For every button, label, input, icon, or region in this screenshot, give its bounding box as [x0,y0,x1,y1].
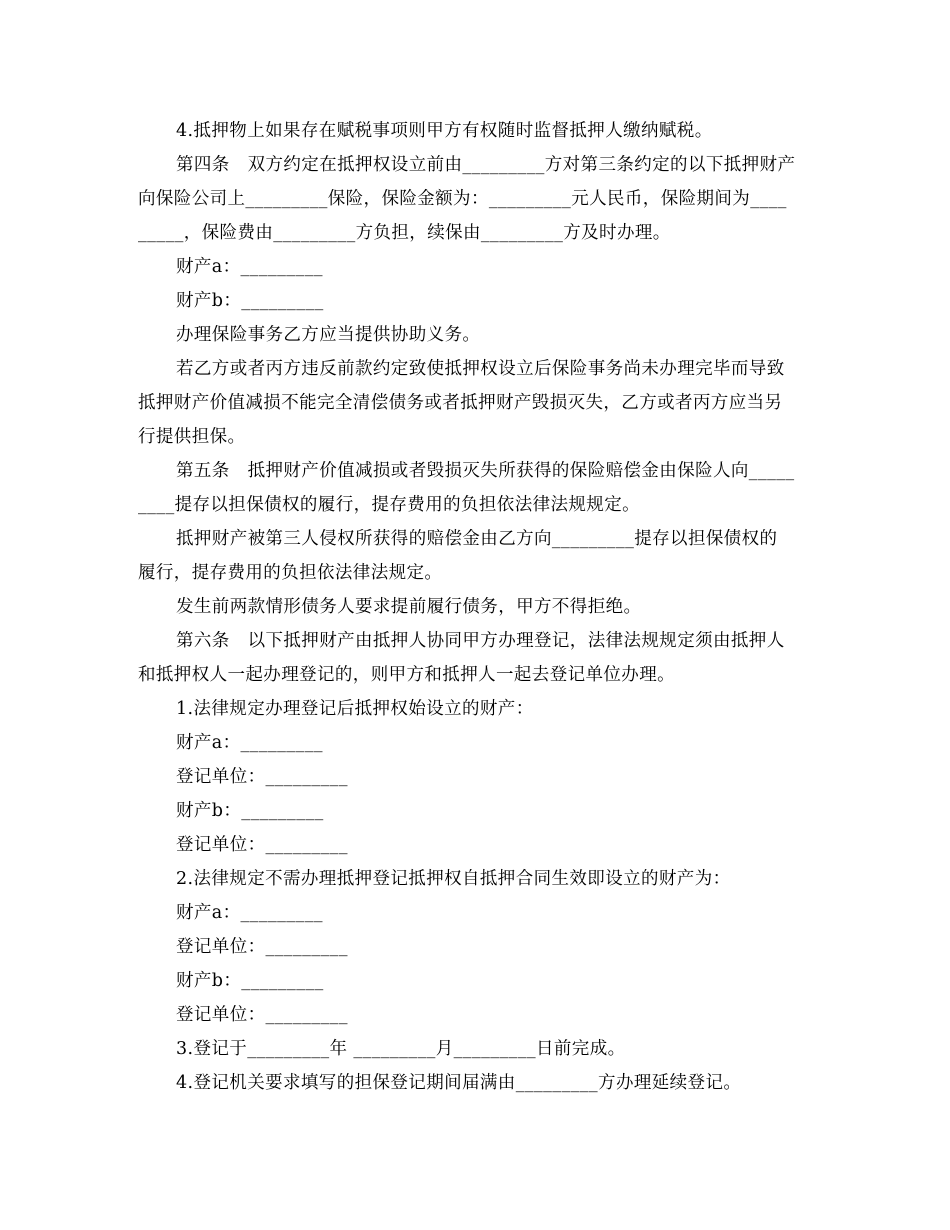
breach-paragraph-line-1: 若乙方或者丙方违反前款约定致使抵押权设立后保险事务尚未办理完毕而导致 [176,359,785,379]
item-2-property-a-field: 财产a：_________ [176,903,323,923]
item-2-registry-b-field: 登记单位：_________ [176,1005,348,1025]
breach-paragraph-line-2: 抵押财产价值减损不能完全清偿债务或者抵押财产毁损灭失，乙方或者丙方应当另 [138,393,783,413]
article-4-line-1: 第四条 双方约定在抵押权设立前由_________方对第三条约定的以下抵押财产 [176,155,796,175]
compensation-paragraph-line-2: 履行，提存费用的负担依法律法规定。 [138,563,443,583]
insurance-assist-paragraph: 办理保险事务乙方应当提供协助义务。 [176,325,481,345]
article-6-line-1: 第六条 以下抵押财产由抵押人协同甲方办理登记，法律法规规定须由抵押人 [176,631,785,651]
early-performance-paragraph: 发生前两款情形债务人要求提前履行债务，甲方不得拒绝。 [176,597,642,617]
article-6-line-2: 和抵押权人一起办理登记的，则甲方和抵押人一起去登记单位办理。 [138,665,675,685]
article-5-line-1: 第五条 抵押财产价值减损或者毁损灭失所获得的保险赔偿金由保险人向_____ [176,461,795,481]
article-6-item-1: 1.法律规定办理登记后抵押权始设立的财产： [176,699,534,719]
compensation-paragraph-line-1: 抵押财产被第三人侵权所获得的赔偿金由乙方向_________提存以担保债权的 [176,529,778,549]
property-a-field: 财产a：_________ [176,257,323,277]
article-5-line-2: ____提存以担保债权的履行，提存费用的负担依法律法规规定。 [138,495,640,515]
item-1-registry-a-field: 登记单位：_________ [176,767,348,787]
breach-paragraph-line-3: 行提供担保。 [138,427,246,447]
article-6-item-3: 3.登记于_________年 _________月_________日前完成。 [176,1039,626,1059]
article-6-item-2: 2.法律规定不需办理抵押登记抵押权自抵押合同生效即设立的财产为： [176,869,731,889]
item-1-property-b-field: 财产b：_________ [176,801,324,821]
article-4-line-2: 向保险公司上_________保险，保险金额为：_________元人民币，保险期间为____ [138,189,787,209]
item-2-registry-a-field: 登记单位：_________ [176,937,348,957]
item-1-property-a-field: 财产a：_________ [176,733,323,753]
article-4-line-3: _____，保险费由_________方负担，续保由_________方及时办理。 [138,223,671,243]
item-2-property-b-field: 财产b：_________ [176,971,324,991]
item-1-registry-b-field: 登记单位：_________ [176,835,348,855]
clause-3-item-4: 4.抵押物上如果存在赋税事项则甲方有权随时监督抵押人缴纳赋税。 [176,121,713,141]
property-b-field: 财产b：_________ [176,291,324,311]
article-6-item-4: 4.登记机关要求填写的担保登记期间届满由_________方办理延续登记。 [176,1073,742,1093]
